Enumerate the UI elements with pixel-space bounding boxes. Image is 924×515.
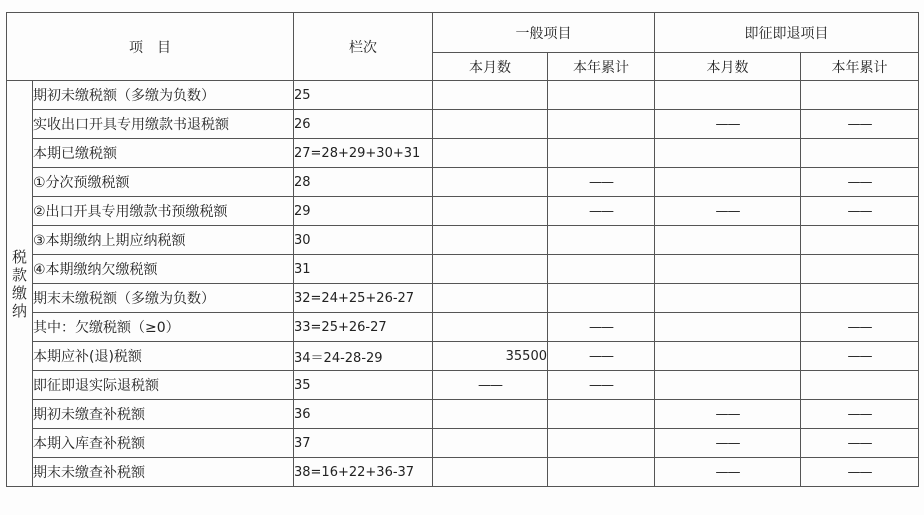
table-row xyxy=(7,342,919,371)
not-applicable-dash: —— xyxy=(655,458,801,487)
row-item-label: ③本期缴纳上期应纳税额 xyxy=(33,226,294,255)
not-applicable-dash: —— xyxy=(655,400,801,429)
header-refund-year: 本年累计 xyxy=(801,53,919,81)
not-applicable-dash: —— xyxy=(548,313,655,342)
row-item-label: ②出口开具专用缴款书预缴税额 xyxy=(33,197,294,226)
general-month-cell[interactable]: 35500 xyxy=(433,342,548,371)
table-row xyxy=(7,429,919,458)
row-item-label: ④本期缴纳欠缴税额 xyxy=(33,255,294,284)
refund-month-cell[interactable] xyxy=(655,81,801,110)
table-row xyxy=(7,226,919,255)
table-row xyxy=(7,197,919,226)
general-month-cell[interactable] xyxy=(433,400,548,429)
refund-month-cell[interactable] xyxy=(655,255,801,284)
row-item-label: 期初未缴税额（多缴为负数） xyxy=(33,81,294,110)
row-column-number: 37 xyxy=(294,429,433,458)
table-row xyxy=(7,371,919,400)
header-general-year: 本年累计 xyxy=(548,53,655,81)
table-row xyxy=(7,284,919,313)
row-item-label: 期初未缴查补税额 xyxy=(33,400,294,429)
general-month-cell[interactable] xyxy=(433,458,548,487)
table-row xyxy=(7,139,919,168)
row-column-number: 32=24+25+26-27 xyxy=(294,284,433,313)
general-month-cell[interactable] xyxy=(433,255,548,284)
general-month-cell[interactable] xyxy=(433,110,548,139)
table-row xyxy=(7,168,919,197)
general-month-cell[interactable] xyxy=(433,226,548,255)
general-year-cell[interactable] xyxy=(548,226,655,255)
not-applicable-dash: —— xyxy=(548,168,655,197)
general-month-cell[interactable] xyxy=(433,81,548,110)
refund-month-cell[interactable] xyxy=(655,168,801,197)
row-column-number: 30 xyxy=(294,226,433,255)
not-applicable-dash: —— xyxy=(655,429,801,458)
not-applicable-dash: —— xyxy=(801,458,919,487)
table-row xyxy=(7,81,919,110)
not-applicable-dash: —— xyxy=(801,197,919,226)
general-year-cell[interactable] xyxy=(548,429,655,458)
row-item-label: 其中：欠缴税额（≥0） xyxy=(33,313,294,342)
general-month-cell[interactable] xyxy=(433,168,548,197)
row-column-number: 36 xyxy=(294,400,433,429)
row-item-label: 本期入库查补税额 xyxy=(33,429,294,458)
row-item-label: 期末未缴税额（多缴为负数） xyxy=(33,284,294,313)
general-month-cell[interactable] xyxy=(433,313,548,342)
refund-month-cell[interactable] xyxy=(655,342,801,371)
header-item: 项 目 xyxy=(7,13,294,81)
row-column-number: 28 xyxy=(294,168,433,197)
not-applicable-dash: —— xyxy=(801,168,919,197)
general-year-cell[interactable] xyxy=(548,110,655,139)
refund-year-cell[interactable] xyxy=(801,255,919,284)
row-item-label: 期末未缴查补税额 xyxy=(33,458,294,487)
table-body xyxy=(7,81,919,487)
table-row xyxy=(7,110,919,139)
table-row xyxy=(7,458,919,487)
refund-year-cell[interactable] xyxy=(801,371,919,400)
table-row xyxy=(7,255,919,284)
refund-month-cell[interactable] xyxy=(655,284,801,313)
refund-month-cell[interactable] xyxy=(655,313,801,342)
row-column-number: 29 xyxy=(294,197,433,226)
general-year-cell[interactable] xyxy=(548,458,655,487)
not-applicable-dash: —— xyxy=(801,400,919,429)
header-column-number: 栏次 xyxy=(294,13,433,81)
row-column-number: 34＝24-28-29 xyxy=(294,342,433,371)
row-column-number: 31 xyxy=(294,255,433,284)
not-applicable-dash: —— xyxy=(801,429,919,458)
row-column-number: 38=16+22+36-37 xyxy=(294,458,433,487)
row-item-label: 即征即退实际退税额 xyxy=(33,371,294,400)
not-applicable-dash: —— xyxy=(548,342,655,371)
not-applicable-dash: —— xyxy=(801,110,919,139)
general-year-cell[interactable] xyxy=(548,139,655,168)
row-column-number: 35 xyxy=(294,371,433,400)
row-item-label: 本期已缴税额 xyxy=(33,139,294,168)
general-month-cell[interactable] xyxy=(433,139,548,168)
general-year-cell[interactable] xyxy=(548,255,655,284)
not-applicable-dash: —— xyxy=(801,342,919,371)
row-item-label: 实收出口开具专用缴款书退税额 xyxy=(33,110,294,139)
table-row xyxy=(7,400,919,429)
row-item-label: 本期应补(退)税额 xyxy=(33,342,294,371)
row-column-number: 27=28+29+30+31 xyxy=(294,139,433,168)
general-month-cell[interactable] xyxy=(433,197,548,226)
general-month-cell[interactable] xyxy=(433,284,548,313)
not-applicable-dash: —— xyxy=(655,110,801,139)
section-label-tax-payment: 税 款 缴 纳 xyxy=(7,81,33,487)
refund-month-cell[interactable] xyxy=(655,139,801,168)
general-year-cell[interactable] xyxy=(548,284,655,313)
row-column-number: 26 xyxy=(294,110,433,139)
tax-payment-table xyxy=(6,12,919,487)
row-column-number: 33=25+26-27 xyxy=(294,313,433,342)
row-column-number: 25 xyxy=(294,81,433,110)
refund-year-cell[interactable] xyxy=(801,226,919,255)
not-applicable-dash: —— xyxy=(548,197,655,226)
header-general-items: 一般项目 xyxy=(433,13,655,53)
general-month-cell[interactable] xyxy=(433,429,548,458)
not-applicable-dash: —— xyxy=(433,371,548,400)
header-immediate-refund-items: 即征即退项目 xyxy=(655,13,919,53)
table-row xyxy=(7,313,919,342)
not-applicable-dash: —— xyxy=(655,197,801,226)
refund-year-cell[interactable] xyxy=(801,139,919,168)
not-applicable-dash: —— xyxy=(548,371,655,400)
refund-month-cell[interactable] xyxy=(655,226,801,255)
general-year-cell[interactable] xyxy=(548,400,655,429)
header-general-month: 本月数 xyxy=(433,53,548,81)
not-applicable-dash: —— xyxy=(801,313,919,342)
refund-year-cell[interactable] xyxy=(801,81,919,110)
refund-month-cell[interactable] xyxy=(655,371,801,400)
row-item-label: ①分次预缴税额 xyxy=(33,168,294,197)
header-refund-month: 本月数 xyxy=(655,53,801,81)
general-year-cell[interactable] xyxy=(548,81,655,110)
refund-year-cell[interactable] xyxy=(801,284,919,313)
